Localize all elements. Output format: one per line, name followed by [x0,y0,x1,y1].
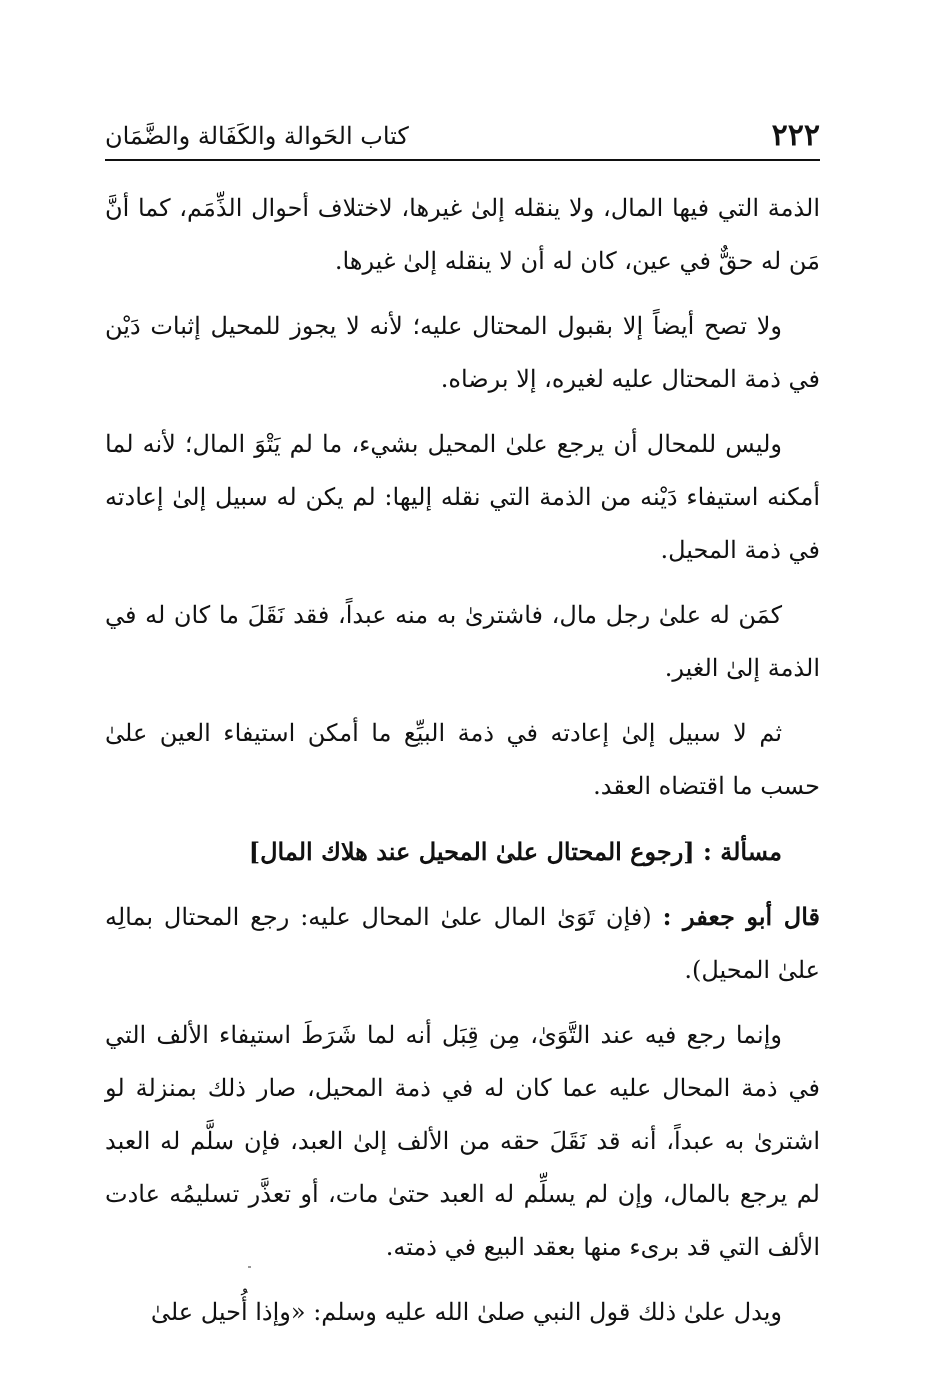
section-title: [رجوع المحتال علىٰ المحيل عند هلاك المال] [248,837,695,866]
quote-text: (فإن تَوَىٰ المال علىٰ المحال عليه: رجع المحتال بمالِه علىٰ المحيل). [105,903,820,984]
paragraph: ولا تصح أيضاً إلا بقبول المحتال عليه؛ لأنه لا يجوز للمحيل إثبات دَيْن في ذمة المحتال عليه لغيره، إلا برضاه. [105,312,820,393]
paragraph: كمَن له علىٰ رجل مال، فاشترىٰ به منه عبداً، فقد نَقَلَ ما كان له في الذمة إلىٰ الغير. [105,601,820,682]
page-header [105,110,820,156]
paragraph: وإنما رجع فيه عند التَّوَىٰ، مِن قِبَل أنه لما شَرَطَ استيفاء الألف التي في ذمة المحال عليه عما كان له في ذمة المحيل، صار ذلك بمنزلة لو اشترىٰ به عبداً، أنه قد نَقَلَ حقه من الألف إلىٰ العبد، فإن سلَّم له العبد لم يرجع بالمال، وإن لم يسلِّم له العبد حتىٰ مات، أو تعذَّر تسليمُه عادت الألف التي قد برىء منها بعقد البيع في ذمته. [105,1021,820,1261]
paragraph: ويدل علىٰ ذلك قول النبي صلىٰ الله عليه وسلم: «وإذا أُحيل علىٰ [150,1298,782,1326]
print-speck [248,1266,251,1268]
book-page [105,0,820,1381]
section-heading [105,825,820,878]
running-title: كتاب الحَوالة والكَفَالة والضَّمَان [105,122,409,150]
quote-speaker: قال أبو جعفر : [662,902,820,931]
section-label: مسألة : [703,837,782,866]
paragraph: الذمة التي فيها المال، ولا ينقله إلىٰ غيرها، لاختلاف أحوال الذِّمَم، كما أنَّ مَن له حقٌّ في عين، كان له أن لا ينقله إلىٰ غيرها. [105,194,820,275]
paragraph: وليس للمحال أن يرجع علىٰ المحيل بشيء، ما لم يَتْوَ المال؛ لأنه لما أمكنه استيفاء دَيْنه من الذمة التي نقله إليها: لم يكن له سبيل إلىٰ إعادته في ذمة المحيل. [105,430,820,564]
header-rule [105,159,820,161]
quoted-paragraph [105,890,820,997]
page-body [105,182,820,1351]
page-number: ٢٢٢ [771,118,820,153]
paragraph: ثم لا سبيل إلىٰ إعادته في ذمة البيِّع ما أمكن استيفاء العين علىٰ حسب ما اقتضاه العقد. [105,719,820,800]
